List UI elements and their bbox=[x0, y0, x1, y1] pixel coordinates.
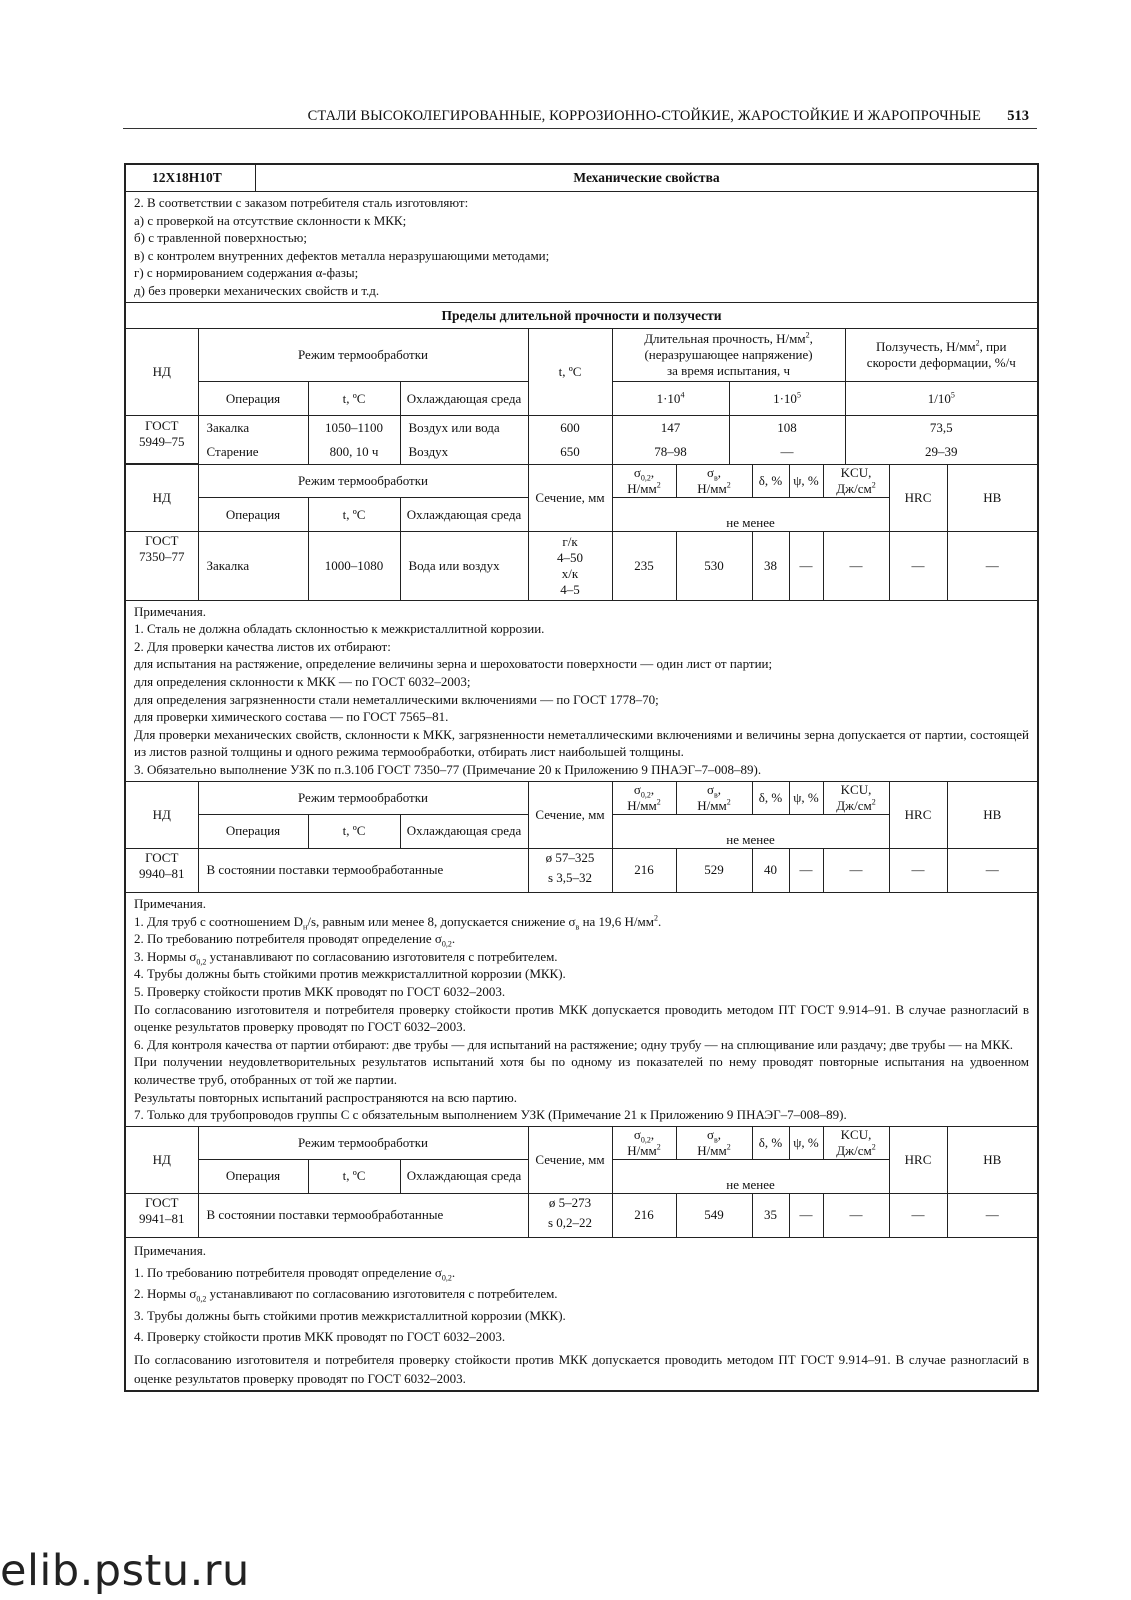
nd-cell: ГОСТ 7350–77 bbox=[126, 532, 198, 600]
mech-table-9941 bbox=[126, 1127, 1037, 1238]
rate-header: $1/10^5$ bbox=[845, 382, 1037, 416]
creep-value: 73,5 bbox=[845, 416, 1037, 440]
kcu-header: KCU, $Дж/см^2$ bbox=[823, 465, 889, 498]
creep-op: Старение bbox=[198, 440, 308, 464]
note-line: По согласованию изготовителя и потребителя проверку стойкости против МКК допускается проводить методом ПТ ГОСТ 9.914–91. В случае разногласий в оценке результатов проверку проводят по ГОСТ 6032–2003. bbox=[134, 1001, 1029, 1035]
t-header: t, ºС bbox=[308, 382, 400, 416]
section-title: Механические свойства bbox=[573, 170, 720, 185]
note-line: Примечания. bbox=[134, 1243, 206, 1259]
state-cell: В состоянии поставки термообработанные bbox=[198, 848, 528, 892]
t-header: t, ºС bbox=[308, 1159, 400, 1193]
table-9941-section bbox=[126, 1126, 1037, 1238]
op-header: Операция bbox=[198, 814, 308, 848]
hrc-header: HRC bbox=[889, 1127, 947, 1194]
table-7350-section bbox=[126, 464, 1037, 600]
delta-cell: 40 bbox=[752, 848, 789, 892]
note-line: 2. В соответствии с заказом потребителя сталь изготовляют: bbox=[134, 195, 469, 210]
cool-header: Охлаждающая среда bbox=[400, 498, 528, 532]
psi-header: ψ, % bbox=[789, 1127, 823, 1160]
note-line: г) с нормированием содержания α-фазы; bbox=[134, 265, 359, 281]
delta-header: δ, % bbox=[752, 465, 789, 498]
note-line: 3. Трубы должны быть стойкими против межкристаллитной коррозии (МКК). bbox=[134, 1307, 566, 1323]
note-line: 2. Нормы $\sigma_{0,2}$ устанавливают по согласованию изготовителя с потребителем. bbox=[134, 1286, 558, 1304]
s02-cell: 235 bbox=[612, 532, 676, 600]
note-line: для проверки химического состава — по ГОСТ 7565–81. bbox=[134, 709, 449, 725]
note-line: 3. Нормы $\sigma_{0,2}$ устанавливают по согласованию изготовителя с потребителем. bbox=[134, 948, 558, 967]
section-cell: ø 5–273 s 0,2–22 bbox=[528, 1193, 612, 1237]
creep-title: Пределы длительной прочности и ползучести bbox=[126, 303, 1037, 329]
intro-notes bbox=[126, 191, 1037, 302]
note-line: 4. Трубы должны быть стойкими против межкристаллитной коррозии (МКК). bbox=[134, 966, 566, 982]
kcu-cell: — bbox=[823, 1193, 889, 1237]
section-header: Сечение, мм bbox=[528, 465, 612, 532]
psi-cell: — bbox=[789, 1193, 823, 1237]
creep-nd: ГОСТ 5949–75 bbox=[126, 416, 198, 464]
notes-9941 bbox=[126, 1237, 1037, 1390]
creep-temp: 650 bbox=[528, 440, 612, 464]
creep-temp-header: t, ºС bbox=[528, 329, 612, 416]
note-line: 2. По требованию потребителя проводят определение $\sigma_{0,2}$. bbox=[134, 931, 456, 949]
note-line: Примечания. bbox=[134, 603, 206, 619]
creep-op: Закалка bbox=[198, 416, 308, 440]
op-header: Операция bbox=[198, 382, 308, 416]
state-cell: В состоянии поставки термообработанные bbox=[198, 1193, 528, 1237]
note-line: а) с проверкой на отсутствие склонности к МКК; bbox=[134, 212, 407, 228]
creep-nd-header: НД bbox=[126, 329, 198, 416]
properties-frame bbox=[124, 163, 1039, 1392]
note-line: б) с травленной поверхностью; bbox=[134, 230, 307, 246]
min-label: не менее bbox=[612, 1159, 889, 1193]
note-line: 1. Сталь не должна обладать склонностью к межкристаллитной коррозии. bbox=[134, 621, 545, 637]
hb-cell: — bbox=[947, 532, 1037, 600]
table-9940-section bbox=[126, 781, 1037, 893]
kcu-header: KCU, $Дж/см^2$ bbox=[823, 1127, 889, 1160]
kcu-cell: — bbox=[823, 532, 889, 600]
s02-header: $\sigma_{0,2}$, $Н/мм^2$ bbox=[612, 782, 676, 815]
s02-cell: 216 bbox=[612, 1193, 676, 1237]
op-header: Операция bbox=[198, 498, 308, 532]
cool-header: Охлаждающая среда bbox=[400, 814, 528, 848]
hb-cell: — bbox=[947, 848, 1037, 892]
s02-header: $\sigma_{0,2}$, $Н/мм^2$ bbox=[612, 1127, 676, 1160]
op-cell: Закалка bbox=[198, 532, 308, 600]
section-cell: г/к 4–50 х/к 4–5 bbox=[528, 532, 612, 600]
cool-cell: Вода или воздух bbox=[400, 532, 528, 600]
note-line: Для проверки механических свойств, склонности к МКК, загрязненности неметаллическими включениями и величины зерна допускается от партии, состоящей из листов разной толщины и одного режима термообработки, отбирать лист наибольшей толщины. bbox=[134, 726, 1029, 760]
note-line: 2. Для проверки качества листов их отбирают: bbox=[134, 638, 391, 654]
nd-cell: ГОСТ 9940–81 bbox=[126, 848, 198, 892]
hrc-cell: — bbox=[889, 848, 947, 892]
s02-header: $\sigma_{0,2}$, $Н/мм^2$ bbox=[612, 465, 676, 498]
mech-table-7350 bbox=[126, 465, 1037, 600]
note-line: 7. Только для трубопроводов группы С с обязательным выполнением УЗК (Примечание 21 к Приложению 9 ПНАЭГ–7–008–89). bbox=[134, 1107, 847, 1123]
creep-section bbox=[126, 302, 1037, 465]
mech-table-9940 bbox=[126, 782, 1037, 893]
note-line: д) без проверки механических свойств и т.д. bbox=[134, 282, 380, 298]
note-line: 5. Проверку стойкости против МКК проводят по ГОСТ 6032–2003. bbox=[134, 983, 506, 999]
nd-cell: ГОСТ 9941–81 bbox=[126, 1193, 198, 1237]
sb-cell: 530 bbox=[676, 532, 752, 600]
creep-t: 1050–1100 bbox=[308, 416, 400, 440]
min-label: не менее bbox=[612, 498, 889, 532]
sb-header: $\sigma_в$, $Н/мм^2$ bbox=[676, 465, 752, 498]
nd-header: НД bbox=[126, 782, 198, 849]
note-line: 4. Проверку стойкости против МКК проводят по ГОСТ 6032–2003. bbox=[134, 1329, 506, 1345]
cool-header: Охлаждающая среда bbox=[400, 1159, 528, 1193]
watermark: elib.pstu.ru bbox=[0, 1546, 250, 1596]
op-header: Операция bbox=[198, 1159, 308, 1193]
psi-cell: — bbox=[789, 532, 823, 600]
delta-header: δ, % bbox=[752, 782, 789, 815]
psi-header: ψ, % bbox=[789, 465, 823, 498]
note-line: При получении неудовлетворительных результатов испытаний хотя бы по одному из показателей по нему проводят повторные испытания на удвоенном количестве труб, отобранных от той же партии. bbox=[134, 1054, 1029, 1087]
sb-cell: 549 bbox=[676, 1193, 752, 1237]
cool-header: Охлаждающая среда bbox=[400, 382, 528, 416]
hb-header: НВ bbox=[947, 782, 1037, 849]
creep-table bbox=[126, 329, 1037, 465]
note-line: 1. По требованию потребителя проводят определение $\sigma_{0,2}$. bbox=[134, 1264, 456, 1283]
sb-header: $\sigma_в$, $Н/мм^2$ bbox=[676, 782, 752, 815]
psi-cell: — bbox=[789, 848, 823, 892]
creep-cool: Воздух bbox=[400, 440, 528, 464]
note-line: 6. Для контроля качества от партии отбирают: две трубы — для испытаний на растяжение; одну трубу — на сплющивание или раздачу; две трубы — на МКК. bbox=[134, 1036, 1013, 1052]
note-line: 1. Для труб с соотношением $D_н/s$, равным или менее 8, допускается снижение $\sigma_в$ на 19,6 $Н/мм^2$. bbox=[134, 913, 662, 932]
section-header: Сечение, мм bbox=[528, 782, 612, 849]
kcu-header: KCU, $Дж/см^2$ bbox=[823, 782, 889, 815]
creep-s1: 78–98 bbox=[612, 440, 729, 464]
creep-s2: 108 bbox=[729, 416, 845, 440]
note-line: для испытания на растяжение, определение величины зерна и шероховатости поверхности — один лист от партии; bbox=[134, 656, 773, 672]
long-strength-header: Длительная прочность, $Н/мм^2$, (неразрушающее напряжение) за время испытания, ч bbox=[612, 329, 845, 382]
t-header: t, ºС bbox=[308, 498, 400, 532]
creep-temp: 600 bbox=[528, 416, 612, 440]
notes-9940 bbox=[126, 892, 1037, 1126]
nd-header: НД bbox=[126, 1127, 198, 1194]
running-head-title: СТАЛИ ВЫСОКОЛЕГИРОВАННЫЕ, КОРРОЗИОННО-СТОЙКИЕ, ЖАРОСТОЙКИЕ И ЖАРОПРОЧНЫЕ bbox=[307, 108, 981, 124]
psi-header: ψ, % bbox=[789, 782, 823, 815]
creep-value: 29–39 bbox=[845, 440, 1037, 464]
notes-7350 bbox=[126, 600, 1037, 781]
note-line: Результаты повторных испытаний распространяются на всю партию. bbox=[134, 1089, 517, 1105]
creep-s2: — bbox=[729, 440, 845, 464]
hb-header: НВ bbox=[947, 465, 1037, 532]
section-cell: ø 57–325 s 3,5–32 bbox=[528, 848, 612, 892]
hb-header: НВ bbox=[947, 1127, 1037, 1194]
delta-header: δ, % bbox=[752, 1127, 789, 1160]
s02-cell: 216 bbox=[612, 848, 676, 892]
note-line: 3. Обязательно выполнение УЗК по п.3.10б ГОСТ 7350–77 (Примечание 20 к Приложению 9 ПНАЭГ–7–008–89). bbox=[134, 761, 762, 777]
min-label: не менее bbox=[612, 814, 889, 848]
delta-cell: 38 bbox=[752, 532, 789, 600]
section-header: Сечение, мм bbox=[528, 1127, 612, 1194]
hrc-header: HRC bbox=[889, 782, 947, 849]
note-line: Примечания. bbox=[134, 896, 206, 911]
mode-header: Режим термообработки bbox=[198, 782, 528, 815]
time-1e5-header: $1\cdot 10^5$ bbox=[729, 382, 845, 416]
hrc-header: HRC bbox=[889, 465, 947, 532]
running-head bbox=[123, 108, 1037, 129]
sb-cell: 529 bbox=[676, 848, 752, 892]
note-line: для определения склонности к МКК — по ГОСТ 6032–2003; bbox=[134, 673, 471, 689]
sb-header: $\sigma_в$, $Н/мм^2$ bbox=[676, 1127, 752, 1160]
note-line: для определения загрязненности стали неметаллическими включениями — по ГОСТ 1778–70; bbox=[134, 691, 659, 707]
page-number: 513 bbox=[1007, 108, 1029, 124]
creep-mode-header: Режим термообработки bbox=[198, 329, 528, 382]
mode-header: Режим термообработки bbox=[198, 465, 528, 498]
kcu-cell: — bbox=[823, 848, 889, 892]
mode-header: Режим термообработки bbox=[198, 1127, 528, 1160]
note-line: По согласованию изготовителя и потребителя проверку стойкости против МКК допускается проводить методом ПТ ГОСТ 9.914–91. В случае разногласий в оценке результатов проверку проводят по ГОСТ 6032–2003. bbox=[134, 1351, 1029, 1386]
t-cell: 1000–1080 bbox=[308, 532, 400, 600]
note-line: в) с контролем внутренних дефектов металла неразрушающими методами; bbox=[134, 247, 550, 263]
time-1e4-header: $1\cdot 10^4$ bbox=[612, 382, 729, 416]
hrc-cell: — bbox=[889, 532, 947, 600]
hb-cell: — bbox=[947, 1193, 1037, 1237]
delta-cell: 35 bbox=[752, 1193, 789, 1237]
creep-t: 800, 10 ч bbox=[308, 440, 400, 464]
nd-header: НД bbox=[126, 465, 198, 532]
creep-s1: 147 bbox=[612, 416, 729, 440]
creep-cool: Воздух или вода bbox=[400, 416, 528, 440]
section-header bbox=[126, 165, 1037, 191]
steel-grade: 12Х18Н10Т bbox=[126, 165, 256, 191]
hrc-cell: — bbox=[889, 1193, 947, 1237]
t-header: t, ºС bbox=[308, 814, 400, 848]
creep-header: Ползучесть, $Н/мм^2$, при скорости деформации, %/ч bbox=[845, 329, 1037, 382]
